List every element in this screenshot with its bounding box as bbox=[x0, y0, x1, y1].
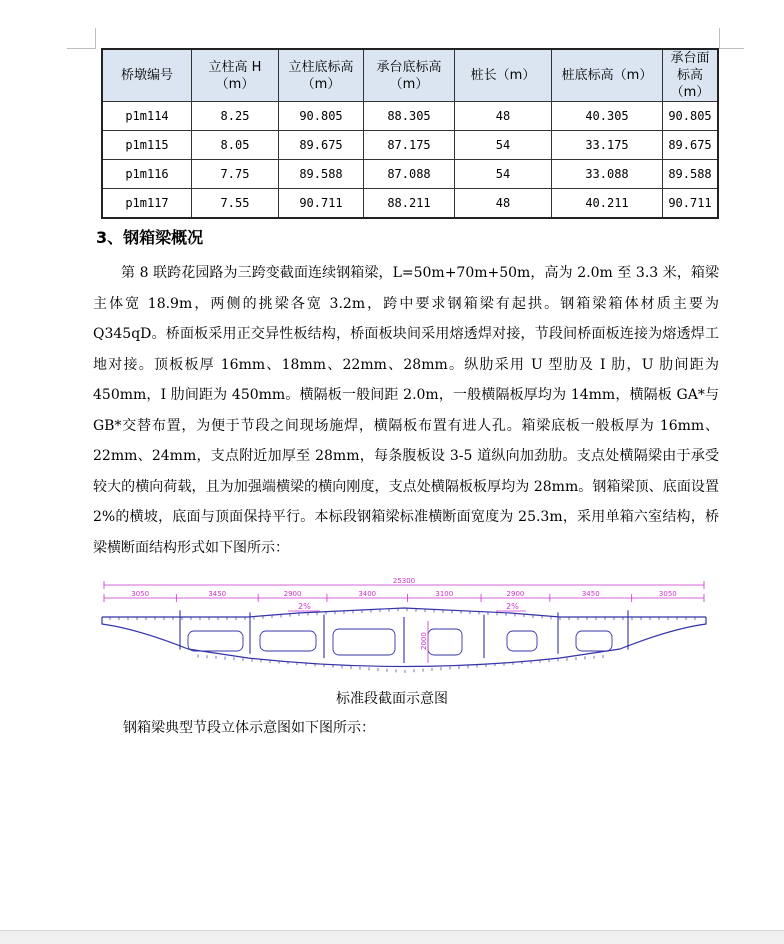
table-cell: 54 bbox=[455, 160, 552, 189]
table-header-row bbox=[102, 49, 718, 102]
table-cell: 33.175 bbox=[552, 131, 663, 160]
segment-width-label: 2900 bbox=[283, 590, 302, 598]
pier-elevation-table bbox=[101, 48, 719, 219]
header-cap-bottom-elevation: 承台底标高（m） bbox=[364, 49, 455, 102]
table-cell: 88.211 bbox=[364, 189, 455, 219]
table-cell: 48 bbox=[455, 102, 552, 131]
deck-top-line bbox=[102, 608, 706, 617]
segment-width-label: 3450 bbox=[208, 590, 227, 598]
table-cell: 48 bbox=[455, 189, 552, 219]
deck-ribs bbox=[110, 608, 695, 673]
table-row bbox=[102, 102, 718, 131]
header-cap-top-elevation: 承台面标高（m） bbox=[663, 49, 719, 102]
table-cell: 40.211 bbox=[552, 189, 663, 219]
body-paragraph: 第 8 联跨花园路为三跨变截面连续钢箱梁，L=50m+70m+50m，高为 2.0m 至 3.3 米，箱梁主体宽 18.9m，两侧的挑梁各宽 3.2m，跨中要求钢箱梁有起拱。钢箱梁箱体材质主要为 Q345qD。桥面板采用正交异性板结构，桥面板块间采用熔透焊对接，节段间桥面板连接为熔透焊工地对接。顶板板厚 16mm、18mm、22mm、28mm。纵肋采用 U 型肋及 I 肋，U 肋间距为 450mm，I 肋间距为 450mm。横隔板一般间距 2.0m，一般横隔板厚均为 14mm，横隔板 GA*与 GB*交替布置，为便于节段之间现场施焊，横隔板布置有进人孔。箱梁底板一般板厚为 16mm、22mm、24mm，支点附近加厚至 28mm，每条腹板设 3-5 道纵向加劲肋。支点处横隔梁由于承受较大的横向荷载，且为加强端横梁的横向刚度，支点处横隔板板厚均为 28mm。钢箱梁顶、底面设置 2%的横坡，底面与顶面保持平行。本标段钢箱梁标准横断面宽度为 25.3m，采用单箱六室结构，桥梁横断面结构形式如下图所示： bbox=[93, 265, 719, 556]
table-row bbox=[102, 131, 718, 160]
table-cell: 88.305 bbox=[364, 102, 455, 131]
page-bottom-edge bbox=[0, 930, 784, 944]
cell-opening bbox=[576, 631, 612, 651]
table-cell: 8.25 bbox=[192, 102, 279, 131]
cross-section-figure bbox=[98, 577, 710, 677]
header-pile-length: 桩长（m） bbox=[455, 49, 552, 102]
section-heading: 3、钢箱梁概况 bbox=[96, 228, 204, 247]
segment-width-label: 3050 bbox=[131, 590, 150, 598]
segment-width-label: 2900 bbox=[506, 590, 525, 598]
table-cell: p1m115 bbox=[102, 131, 192, 160]
table-cell: 87.175 bbox=[364, 131, 455, 160]
table-cell: 7.55 bbox=[192, 189, 279, 219]
cell-opening bbox=[507, 631, 537, 651]
slope-label-right: 2% bbox=[506, 602, 519, 611]
segment-labels bbox=[131, 590, 676, 598]
table-cell: 90.711 bbox=[663, 189, 719, 219]
segment-width-label: 3050 bbox=[658, 590, 677, 598]
closing-text: 钢箱梁典型节段立体示意图如下图所示： bbox=[123, 720, 375, 736]
table-cell: 33.088 bbox=[552, 160, 663, 189]
body-paragraph-container bbox=[93, 258, 719, 563]
header-pile-bottom-elevation: 桩底标高（m） bbox=[552, 49, 663, 102]
segment-width-label: 3400 bbox=[358, 590, 377, 598]
table-cell: 89.675 bbox=[279, 131, 364, 160]
header-column-height: 立柱高 H（m） bbox=[192, 49, 279, 102]
segment-width-label: 3100 bbox=[435, 590, 454, 598]
table-cell: 90.805 bbox=[663, 102, 719, 131]
cell-opening bbox=[260, 631, 316, 651]
table-cell: p1m116 bbox=[102, 160, 192, 189]
total-width-label: 25300 bbox=[392, 577, 416, 585]
table-cell: 89.588 bbox=[663, 160, 719, 189]
table-row bbox=[102, 160, 718, 189]
table-row bbox=[102, 189, 718, 219]
table-cell: 54 bbox=[455, 131, 552, 160]
box-webs bbox=[180, 610, 628, 663]
table-cell: 90.711 bbox=[279, 189, 364, 219]
header-column-bottom-elevation: 立柱底标高（m） bbox=[279, 49, 364, 102]
header-pier-id: 桥墩编号 bbox=[102, 49, 192, 102]
height-label: 2000 bbox=[420, 632, 428, 650]
table-cell: 87.088 bbox=[364, 160, 455, 189]
table-cell: 7.75 bbox=[192, 160, 279, 189]
table-cell: p1m117 bbox=[102, 189, 192, 219]
cell-opening bbox=[188, 631, 243, 651]
table-cell: p1m114 bbox=[102, 102, 192, 131]
page-corner-mark-left bbox=[67, 28, 96, 49]
table-cell: 90.805 bbox=[279, 102, 364, 131]
cell-opening bbox=[428, 629, 462, 655]
table-cell: 89.588 bbox=[279, 160, 364, 189]
cell-opening bbox=[333, 629, 395, 655]
table-cell: 8.05 bbox=[192, 131, 279, 160]
slope-label-left: 2% bbox=[298, 602, 311, 611]
segment-width-label: 3450 bbox=[581, 590, 600, 598]
table-cell: 40.305 bbox=[552, 102, 663, 131]
page-corner-mark-right bbox=[719, 28, 744, 49]
table-cell: 89.675 bbox=[663, 131, 719, 160]
figure-caption: 标准段截面示意图 bbox=[336, 691, 448, 707]
